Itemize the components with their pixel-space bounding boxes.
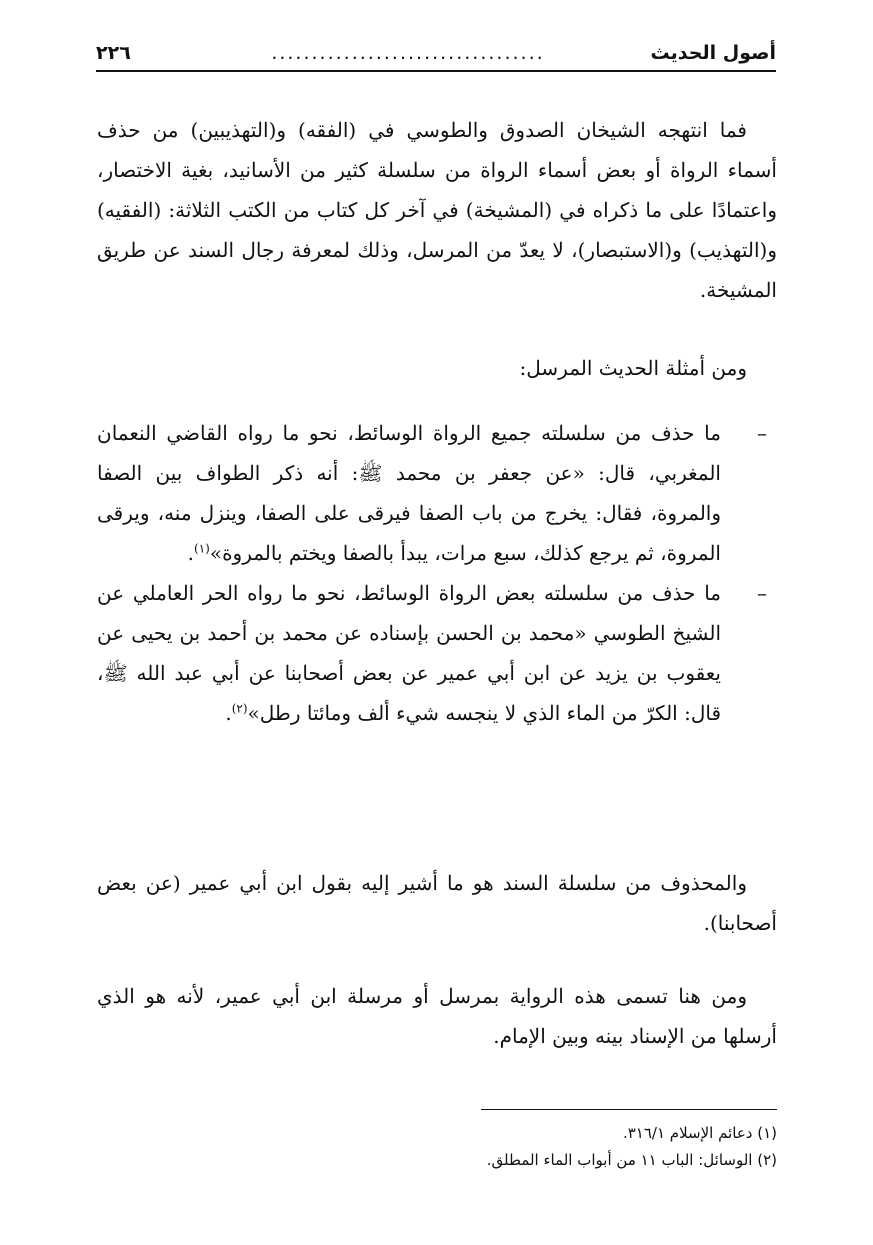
list-item-text: ما حذف من سلسلته جميع الرواة الوسائط، نحو ما رواه القاضي النعمان المغربي، قال: «عن جعفر بن محمد ﷺ: أنه ذكر الطواف بين الصفا والمروة، فقال: يخرج من باب الصفا فيرقى على الصفا، وينزل منه، ويرقى المروة، ثم يرجع كذلك، سبع مرات، يبدأ بالصفا ويختم بالمروة» <box>97 421 721 565</box>
running-header <box>96 36 776 72</box>
paragraph-2-text: ومن أمثلة الحديث المرسل: <box>519 356 747 380</box>
examples-list-container <box>97 413 777 733</box>
examples-list <box>97 413 777 733</box>
header-title: أصول الحديث <box>650 42 776 64</box>
footnotes <box>97 1120 777 1174</box>
footnote-marker: (١) <box>194 541 210 556</box>
paragraph-4-text: ومن هنا تسمى هذه الرواية بمرسل أو مرسلة ابن أبي عمير، لأنه هو الذي أرسلها من الإسناد بينه وبين الإمام. <box>97 984 777 1048</box>
paragraph-2 <box>97 348 777 388</box>
paragraph-3-text: والمحذوف من سلسلة السند هو ما أشير إليه بقول ابن أبي عمير (عن بعض أصحابنا). <box>97 871 777 935</box>
list-item <box>97 413 777 573</box>
header-dot-leader: .................................. <box>271 42 545 64</box>
paragraph-1 <box>97 110 777 310</box>
list-item-text: ما حذف من سلسلته بعض الرواة الوسائط، نحو ما رواه الحر العاملي عن الشيخ الطوسي «محمد بن الحسن بإسناده عن محمد بن أحمد بن يحيى عن يعقوب بن يزيد عن ابن أبي عمير عن بعض أصحابنا عن أبي عبد الله ﷺ، قال: الكرّ من الماء الذي لا ينجسه شيء ألف ومائتا رطل» <box>97 581 721 725</box>
list-item-end: . <box>187 541 194 565</box>
paragraph-4 <box>97 976 777 1056</box>
footnote-2: (٢) الوسائل: الباب ١١ من أبواب الماء المطلق. <box>486 1151 777 1169</box>
dash-bullet: – <box>757 581 767 605</box>
list-item-end: . <box>225 701 232 725</box>
paragraph-3 <box>97 863 777 943</box>
footnote-1: (١) دعائم الإسلام ٣١٦/١. <box>622 1124 777 1142</box>
list-item <box>97 573 777 733</box>
footnote-separator <box>481 1109 777 1110</box>
page-number: ٢٢٦ <box>96 42 131 64</box>
paragraph-1-text: فما انتهجه الشيخان الصدوق والطوسي في (الفقه) و(التهذيبين) من حذف أسماء الرواة أو بعض أسماء الرواة من سلسلة كثير من الأسانيد، بغية الاختصار، واعتمادًا على ما ذكراه في (المشيخة) في آخر كل كتاب من الكتب الثلاثة: (الفقيه) و(التهذيب) و(الاستبصار)، لا يعدّ من المرسل، وذلك لمعرفة رجال السند عن طريق المشيخة. <box>97 118 777 302</box>
dash-bullet: – <box>757 421 767 445</box>
footnote-marker: (٢) <box>231 701 248 716</box>
